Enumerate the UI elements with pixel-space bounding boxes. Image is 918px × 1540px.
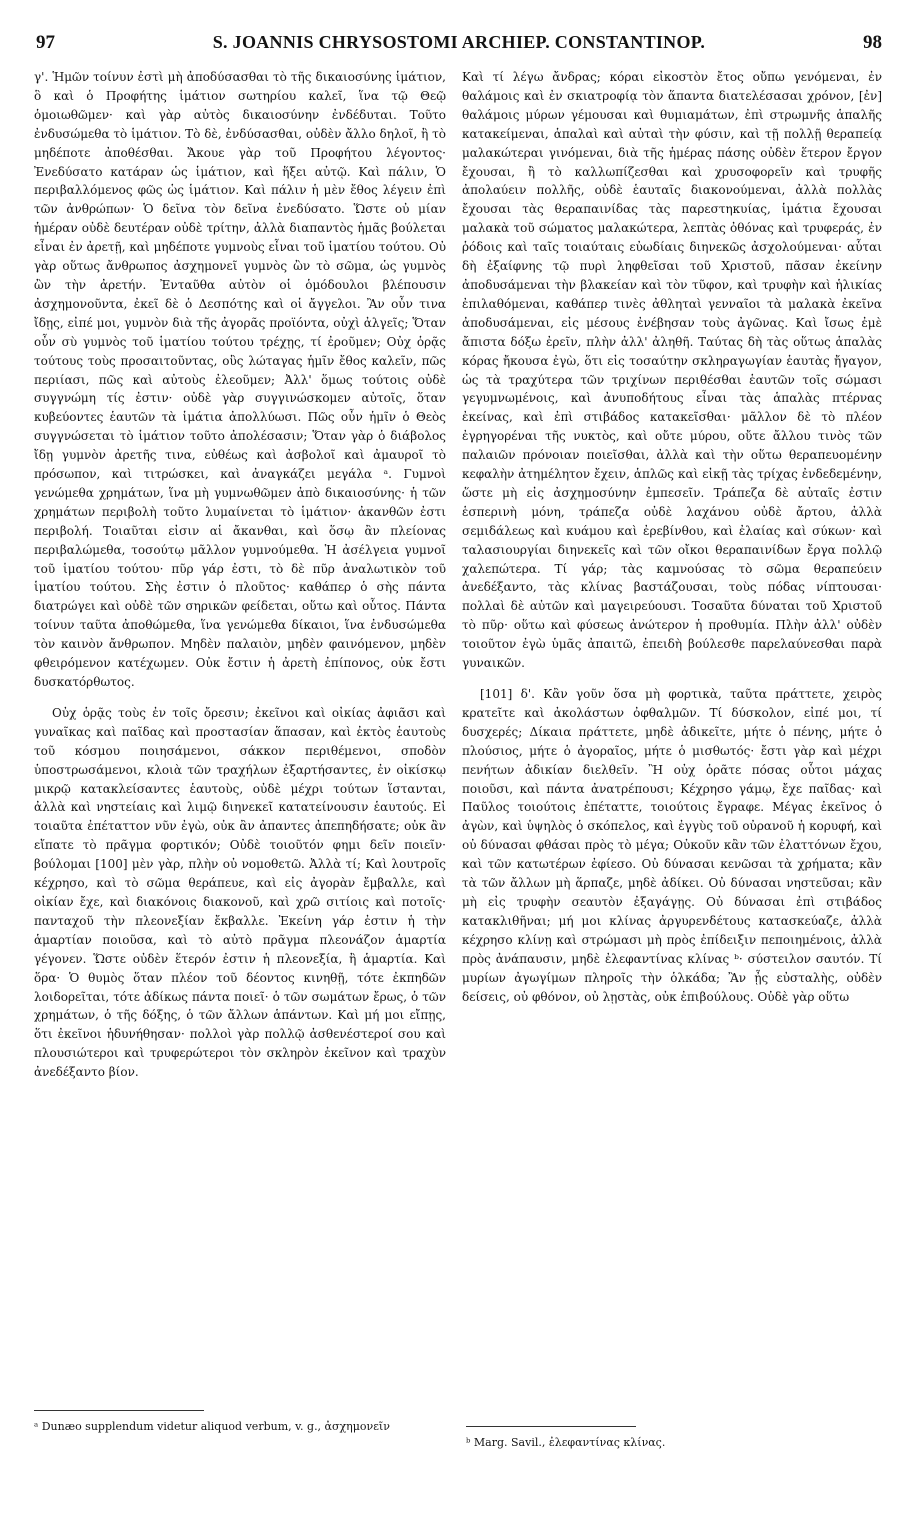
right-paragraph-1: Καὶ τί λέγω ἄνδρας; κόραι εἰκοστὸν ἔτος οὔπω γενόμεναι, ἐν θαλάμοις καὶ ἐν σκιατροφίᾳ τὸν ἅπαντα διατελέσασαι χρόνον, [ἐν] θαλάμοις μύρων γέμουσαι καὶ θυμιαμάτων, ἐπὶ στρωμνῆς ἁπαλῆς κατακείμεναι, ἁπαλαὶ καὶ αὐταὶ τὴν φύσιν, καὶ τῇ πολλῇ θεραπείᾳ μαλακώτεραι γινόμεναι, διὰ τῆς ἡμέρας πάσης οὐδὲν ἕτερον ἔργον ἔχουσαι, ἢ τὸ καλλωπίζεσθαι καὶ χρυσοφορεῖν καὶ τρυφῆς ἀπολαύειν πολλῆς, οὐδὲ ἑαυταῖς διακονούμεναι, ἀλλὰ πολλὰς ἔχουσαι τὰς θεραπαινίδας τὰς παρεστηκυίας, ἱμάτια ἔχουσαι μαλακὰ τοῦ σώματος μαλακώτερα, λεπτὰς ὀθόνας καὶ τρυφεράς, ἐν ῥόδοις καὶ ταῖς τοιαύταις εὐωδίαις διηνεκῶς ἀσχολούμεναι· αὗται δὴ ἐξαίφνης τῷ πυρὶ ληφθεῖσαι τοῦ Χριστοῦ, πᾶσαν ἐκείνην ἀποδυσάμεναι τὴν βλακείαν καὶ τὸν τῦφον, καὶ τρυφὴν καὶ ἡλικίας ἐπιλαθόμεναι, καθάπερ τινὲς ἀθληταὶ γενναῖοι τὰ μαλακὰ ἐκεῖνα ἀποδυσάμεναι, εἰς μέσους ἐνέβησαν τοὺς ἀγῶνας. Καὶ ἴσως ἐμὲ ἄπιστα δόξω ἐρεῖν, πλὴν ἀλλ' ἀληθῆ. Ταύτας δὴ τὰς οὕτως ἁπαλὰς κόρας ἤκουσα ἐγὼ, ὅτι εἰς τοσαύτην σκληραγωγίαν ἑαυτὰς ἤγαγον, ὡς τὰ τραχύτερα τῶν τριχίνων περιθέσθαι ἑαυτῶν τοῖς σώμασι γεγυμνωμένοις, καὶ ἀνυποδήτους εἶναι τὰς ἁπαλὰς πτέρνας ἐκείνας, καὶ ἐπὶ στιβάδος κατακεῖσθαι· μᾶλλον δὲ τὸ πλέον ἐγρηγορέναι τῆς νυκτὸς, καὶ οὔτε μύρου, οὔτε ἄλλου τινὸς τῶν παλαιῶν πρόνοιαν ποιεῖσθαι, ἀλλὰ καὶ τὴν οὕτω θεραπευομένην κεφαλὴν ἀτημέλητον ἔχειν, ἁπλῶς καὶ εἰκῇ τὰς τρίχας ἐνδεδεμένην, ὥστε μὴ εἰς ἀσχημοσύνην ἐμπεσεῖν. Τράπεζα δὲ αὐταῖς ἐστιν ἑσπερινὴ μόνη, τράπεζα οὐδὲ λαχάνου οὐδὲ ἄρτου, ἀλλὰ σεμιδάλεως καὶ κυάμου καὶ ἐρεβίνθου, καὶ ἐλαίας καὶ σύκων· καὶ ταλασιουργίαι διηνεκεῖς καὶ τῶν οἴκοι θεραπαινίδων ἔργα πολλῷ χαλεπώτερα. Τί γάρ; τὰς καμνούσας τὸ σῶμα θεραπεύειν ἀνεδέξαντο, τὰς κλίνας βαστάζουσαι, τοὺς πόδας νίπτουσαι· πολλαὶ δὲ αὐτῶν καὶ μαγειρεύουσι. Τοσαῦτα δύναται τοῦ Χριστοῦ τὸ πῦρ· οὕτω καὶ φύσεως ἀνώτερον ἡ προθυμία. Πλὴν ἀλλ' οὐδὲν τοιοῦτον ἐγὼ ὑμᾶς ἀπαιτῶ, ἐπειδὴ βούλεσθε παρελαύνεσθαι παρὰ γυναικῶν. (462, 70, 882, 671)
right-footnote: ᵇ Marg. Savil., ἐλεφαντίνας κλίνας. (466, 1436, 666, 1449)
right-footnote-rule (466, 1426, 636, 1427)
left-footnote-rule (34, 1410, 204, 1411)
left-page-number: 97 (36, 32, 55, 53)
left-footnote: ᵃ Dunæo supplendum videtur aliquod verbum, v. g., ἀσχημονεῖν (34, 1420, 390, 1433)
left-paragraph-2: Οὐχ ὁρᾷς τοὺς ἐν τοῖς ὄρεσιν; ἐκεῖνοι καὶ οἰκίας ἀφιᾶσι καὶ γυναῖκας καὶ παῖδας καὶ προστασίαν ἅπασαν, καὶ ἐκτὸς ἑαυτοὺς τοῦ κόσμου ποιησάμενοι, σάκκον περιθέμενοι, σποδὸν ὑποστρωσάμενοι, κλοιὰ τῶν τραχήλων ἐξαρτήσαντες, ἐν οἰκίσκῳ μικρῷ κατακλείσαντες ἑαυτοὺς, οὐδὲ μέχρι τούτων ἵστανται, ἀλλὰ καὶ νηστείαις καὶ λιμῷ διηνεκεῖ κατατείνουσιν ἑαυτούς. Εἰ τοιαῦτα ἐπέταττον νῦν ἐγὼ, οὐκ ἂν ἀπαντες ἀπεπηδήσατε; οὐκ ἂν εἴπατε τὸ πρᾶγμα φορτικόν; Οὐδὲ τοιοῦτόν φημι δεῖν ποιεῖν· βούλομαι [100] μὲν γὰρ, πλὴν οὐ νομοθετῶ. Ἀλλὰ τί; Καὶ λουτροῖς κέχρησο, καὶ τὸ σῶμα θεράπευε, καὶ εἰς ἀγορὰν ἔμβαλλε, καὶ οἰκίαν ἔχε, καὶ διακόνοις διακονοῦ, καὶ χρῶ σιτίοις καὶ ποτοῖς· πανταχοῦ τὴν πλεονεξίαν ἔκβαλλε. Ἐκείνη γάρ ἐστιν ἡ τὴν ἁμαρτίαν ποιοῦσα, καὶ τὸ αὐτὸ πρᾶγμα πλεονάζον ἁμαρτία γέγονεν. Ὥστε οὐδὲν ἕτερόν ἐστιν ἡ πλεονεξία, ἢ ἁμαρτία. Καὶ ὅρα· Ὁ θυμὸς ὅταν πλέον τοῦ δέοντος κινηθῇ, τότε ἐκπηδῶν λοιδορεῖται, τότε ἀδίκως πάντα ποιεῖ· ὁ τῶν σωμάτων ἔρως, ὁ τῶν χρημάτων, ὁ τῆς δόξης, ὁ τῶν ἄλλων ἁπάντων. Καὶ μή μοι εἴπῃς, ὅτι ἐκεῖνοι ἡδυνήθησαν· πολλοὶ γὰρ πολλῷ ἀσθενέστεροί σου καὶ πλουσιώτεροι καὶ τρυφερώτεροι τὸν σκληρὸν ἐκεῖνον καὶ τραχὺν ἀνεδέξαντο βίον. (34, 705, 446, 1080)
left-column (34, 68, 446, 1082)
right-page-number: 98 (862, 32, 882, 53)
right-column (462, 68, 882, 1006)
running-title: S. JOANNIS CHRYSOSTOMI ARCHIEP. CONSTANTINOP. (212, 32, 706, 52)
running-header (36, 32, 882, 60)
right-paragraph-2: [101] δ'. Κἂν γοῦν ὅσα μὴ φορτικὰ, ταῦτα πράττετε, χειρὸς κρατεῖτε καὶ ἀκολάστων ὀφθαλμῶν. Τί δύσκολον, εἰπέ μοι, τί δυσχερές; Δίκαια πράττετε, μηδὲ ἀδικεῖτε, μήτε ὁ πένης, μήτε ὁ πλούσιος, μήτε ὁ ἀγοραῖος, μήτε ὁ μισθωτός· ἔστι γὰρ καὶ μέχρι πενήτων ἀδικίαν διελθεῖν. Ἢ οὐχ ὁρᾶτε πόσας οὗτοι μάχας ποιοῦσι, καὶ πάντα ἀνατρέπουσι; Κέχρησο γάμῳ, ἔχε παῖδας· καὶ Παῦλος τοιούτοις ἐπέταττε, τοιούτοις ἔγραφε. Μέγας ἐκεῖνος ὁ ἀγὼν, καὶ ὑψηλὸς ὁ σκόπελος, καὶ ἐγγὺς τοῦ οὐρανοῦ ἡ κορυφή, καὶ οὐ δύνασαι φθάσαι πρὸς τὸ μέγα; Οὐκοῦν κἂν τῶν ἐλαττόνων ἔχου, καὶ τῶν κατωτέρων ἐφίεσο. Οὐ δύνασαι κενῶσαι τὰ χρήματα; κἂν τὰ τῶν ἄλλων μὴ ἅρπαζε, μηδὲ ἀδίκει. Οὐ δύνασαι νηστεῦσαι; κἂν μὴ εἰς τρυφὴν σεαυτὸν ἐξαγάγῃς. Οὐ δύνασαι ἐπὶ στιβάδος κατακλιθῆναι; μή μοι κλίνας ἀργυρενδέτους κατασκεύαζε, ἀλλὰ κέχρησο κλίνῃ καὶ στρώμασι μὴ πρὸς ἐπίδειξιν πεποιημένοις, ἀλλὰ πρὸς ἀνάπαυσιν, μηδὲ ἐλεφαντίνας κλίνας ᵇ· σύστειλον σαυτόν. Τί μυρίων ἀγωγίμων πληροῖς τὴν ὁλκάδα; Ἂν ᾖς εὐσταλὴς, οὐδὲν δείσεις, οὐ φθόνον, οὐ λῃστὰς, οὐκ ἐπιβούλους. Οὐδὲ γὰρ οὕτω (462, 687, 882, 1004)
left-paragraph-1: γ'. Ἡμῶν τοίνυν ἐστὶ μὴ ἀποδύσασθαι τὸ τῆς δικαιοσύνης ἱμάτιον, ὃ καὶ ὁ Προφήτης ἱμάτιον σωτηρίου καλεῖ, ἵνα τῷ Θεῷ ὁμοιωθῶμεν· καὶ γὰρ αὐτὸς δικαιοσύνην ἐνδέδυται. Τοῦτο ἐνδυσώμεθα τὸ ἱμάτιον. Τὸ δὲ, ἐνδύσασθαι, οὐδὲν ἄλλο δηλοῖ, ἢ τὸ μηδέποτε ἀποθέσθαι. Ἄκουε γὰρ τοῦ Προφήτου λέγοντος· Ἐνεδύσατο κατάραν ὡς ἱμάτιον, καὶ ἥξει αὐτῷ. Καὶ πάλιν, Ὁ περιβαλλόμενος φῶς ὡς ἱμάτιον. Καὶ πάλιν ἡ μὲν ἔθος λέγειν ἐπὶ τῶν ἀνθρώπων· Ὁ δεῖνα τὸν δεῖνα ἐνεδύσατο. Ὥστε οὐ μίαν ἡμέραν οὐδὲ δευτέραν οὐδὲ τρίτην, ἀλλὰ διαπαντὸς ἡμᾶς βούλεται εἶναι ἐν ἀρετῇ, καὶ μηδέποτε γυμνοὺς εἶναι τοῦ ἱματίου τούτου. Οὐ γὰρ οὕτως ἄνθρωπος ἀσχημονεῖ γυμνὸς ὢν τὸ σῶμα, ὡς γυμνὸς ὢν τὴν ἀρετήν. Ἐνταῦθα αὐτὸν οἱ ὁμόδουλοι βλέπουσιν ἀσχημονοῦντα, ἐκεῖ δὲ ὁ Δεσπότης καὶ οἱ ἄγγελοι. Ἂν οὖν τινα ἴδῃς, εἰπέ μοι, γυμνὸν διὰ τῆς ἀγορᾶς προϊόντα, οὐχὶ ἀλγεῖς; Ὅταν οὖν σὺ γυμνὸς τοῦ ἱματίου τούτου τρέχῃς, τί ἐροῦμεν; Οὐχ ὁρᾷς τούτους τοὺς προσαιτοῦντας, οὓς λώταγας ἡμῖν ἔθος καλεῖν, πῶς περιίασι, πῶς καὶ αὐτοὺς ἐλεοῦμεν; Ἀλλ' ὅμως τούτοις οὐδὲ συγγνώμη τίς ἐστιν· οὐδὲ γὰρ συγγινώσκομεν αὐτοῖς, ὅταν κυβεύοντες ἑαυτῶν τὰ ἱμάτια ἀπολλύωσι. Πῶς οὖν ἡμῖν ὁ Θεὸς συγγνώσεται τὸ ἱμάτιον τοῦτο ἀπολέσασιν; Ὅταν γὰρ ὁ διάβολος ἴδῃ γυμνὸν ἀρετῆς τινα, εὐθέως καὶ ἀσβολοῖ καὶ ἀμαυροῖ τὸ πρόσωπον, καὶ τιτρώσκει, καὶ ἀναγκάζει μεγάλα ᵃ. Γυμνοὶ γενώμεθα χρημάτων, ἵνα μὴ γυμνωθῶμεν ἀπὸ δικαιοσύνης· ἡ τῶν χρημάτων περιβολὴ τοῦτο λυμαίνεται τὸ ἱμάτιον· ἀκανθῶν ἐστι περιβολή. Τοιαῦται εἰσιν αἱ ἄκανθαι, καὶ ὅσῳ ἂν πλείονας περιβαλώμεθα, τοσούτῳ μᾶλλον γυμνούμεθα. Ἡ ἀσέλγεια γυμνοῖ τοῦ ἱματίου τούτου· πῦρ γάρ ἐστι, τὸ δὲ πῦρ ἀναλωτικὸν τοῦ ἱματίου τούτου. Σὴς ἐστιν ὁ πλοῦτος· καθάπερ ὁ σὴς πάντα διατρώγει καὶ οὐδὲ τῶν σηρικῶν φείδεται, οὕτω καὶ οὗτος. Πάντα τοίνυν ταῦτα ἀποθώμεθα, ἵνα γενώμεθα δίκαιοι, ἵνα ἐνδυσώμεθα τὸν καινὸν ἄνθρωπον. Μηδὲν παλαιὸν, μηδὲν φαινόμενον, μηδὲν φθειρόμενον κατέχωμεν. Οὐκ ἔστιν ἡ ἀρετὴ ἐπίπονος, οὐκ ἔστι δυσκατόρθωτος. (34, 70, 446, 689)
